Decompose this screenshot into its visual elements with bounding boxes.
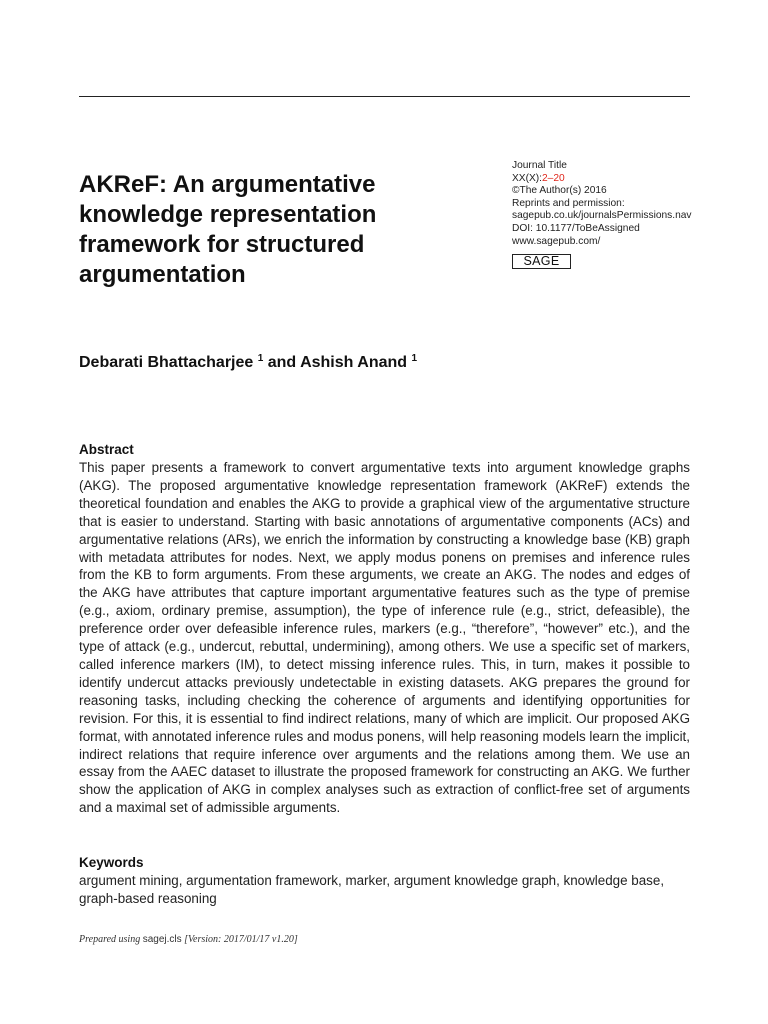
author-affiliation: 1 [257, 353, 264, 364]
author-name: Debarati Bhattacharjee [79, 354, 254, 371]
author-separator: and [263, 354, 301, 371]
journal-copyright: ©The Author(s) 2016 [512, 185, 607, 197]
journal-name: Journal Title [512, 160, 567, 171]
author-list [79, 353, 417, 373]
footer-class-file: sagej.cls [142, 934, 182, 945]
footer-prefix: Prepared using [79, 934, 143, 945]
journal-volume: XX(X): [512, 172, 543, 184]
footer-version: [Version: 2017/01/17 v1.20] [181, 934, 298, 945]
journal-info [512, 160, 702, 270]
journal-reprints-label: Reprints and permission: [512, 197, 625, 209]
journal-reprints-url: sagepub.co.uk/journalsPermissions.nav [512, 210, 692, 222]
journal-volume-pages [512, 173, 702, 186]
author-affiliation: 1 [411, 353, 418, 364]
abstract-text: This paper presents a framework to convert argumentative texts into argument knowledge graphs (AKG). The proposed argumentative knowledge representation framework (AKReF) extends the theoretical foundation and enables the AKG to provide a graphical view of the argumentative structure that is easier to understand. Starting with basic annotations of argumentative components (ACs) and argumentative relations (ARs), we enrich the information by constructing a knowledge base (KB) graph with metadata attributes for nodes. Next, we apply modus ponens on premises and inference rules from the KB to form arguments. From these arguments, we create an AKG. The nodes and edges of the AKG have attributes that capture important argumentative features such as the type of premise (e.g., axiom, ordinary premise, assumption), the type of inference rule (e.g., strict, defeasible), the preference order over defeasible inference rules, markers (e.g., “therefore”, “however” etc.), and the type of attack (e.g., undercut, rebuttal, undermining), among others. We use a specific set of markers, called inference markers (IM), to detect missing inference rules. This, in turn, makes it possible to identify undercut attacks previously undetectable in existing datasets. AKG prepares the ground for reasoning tasks, including checking the coherence of arguments and identifying opportunities for revision. For this, it is essential to find indirect relations, many of which are implicit. Our proposed AKG format, with annotated inference rules and modus ponens, will help reasoning models learn the implicit, indirect relations that require inference over arguments and the relations among them. We use an essay from the AAEC dataset to illustrate the proposed framework for constructing an AKG. We further show the application of AKG in complex analyses such as extraction of conflict-free set of arguments and a maximal set of admissible arguments. [79, 460, 690, 816]
author-name: Ashish Anand [300, 354, 408, 371]
abstract-heading: Abstract [79, 442, 134, 457]
footer-note [79, 934, 298, 946]
journal-pages: 2–20 [542, 172, 565, 184]
paper-title: AKReF: An argumentative knowledge representation framework for structured argumentation [79, 171, 377, 288]
journal-website: www.sagepub.com/ [512, 235, 601, 247]
journal-doi: DOI: 10.1177/ToBeAssigned [512, 222, 640, 234]
keywords-text: argument mining, argumentation framework, marker, argument knowledge graph, knowledge base, graph-based reasoning [79, 873, 665, 906]
keywords-heading: Keywords [79, 855, 144, 870]
publisher-logo: SAGE [512, 254, 571, 269]
header-rule [79, 96, 690, 97]
